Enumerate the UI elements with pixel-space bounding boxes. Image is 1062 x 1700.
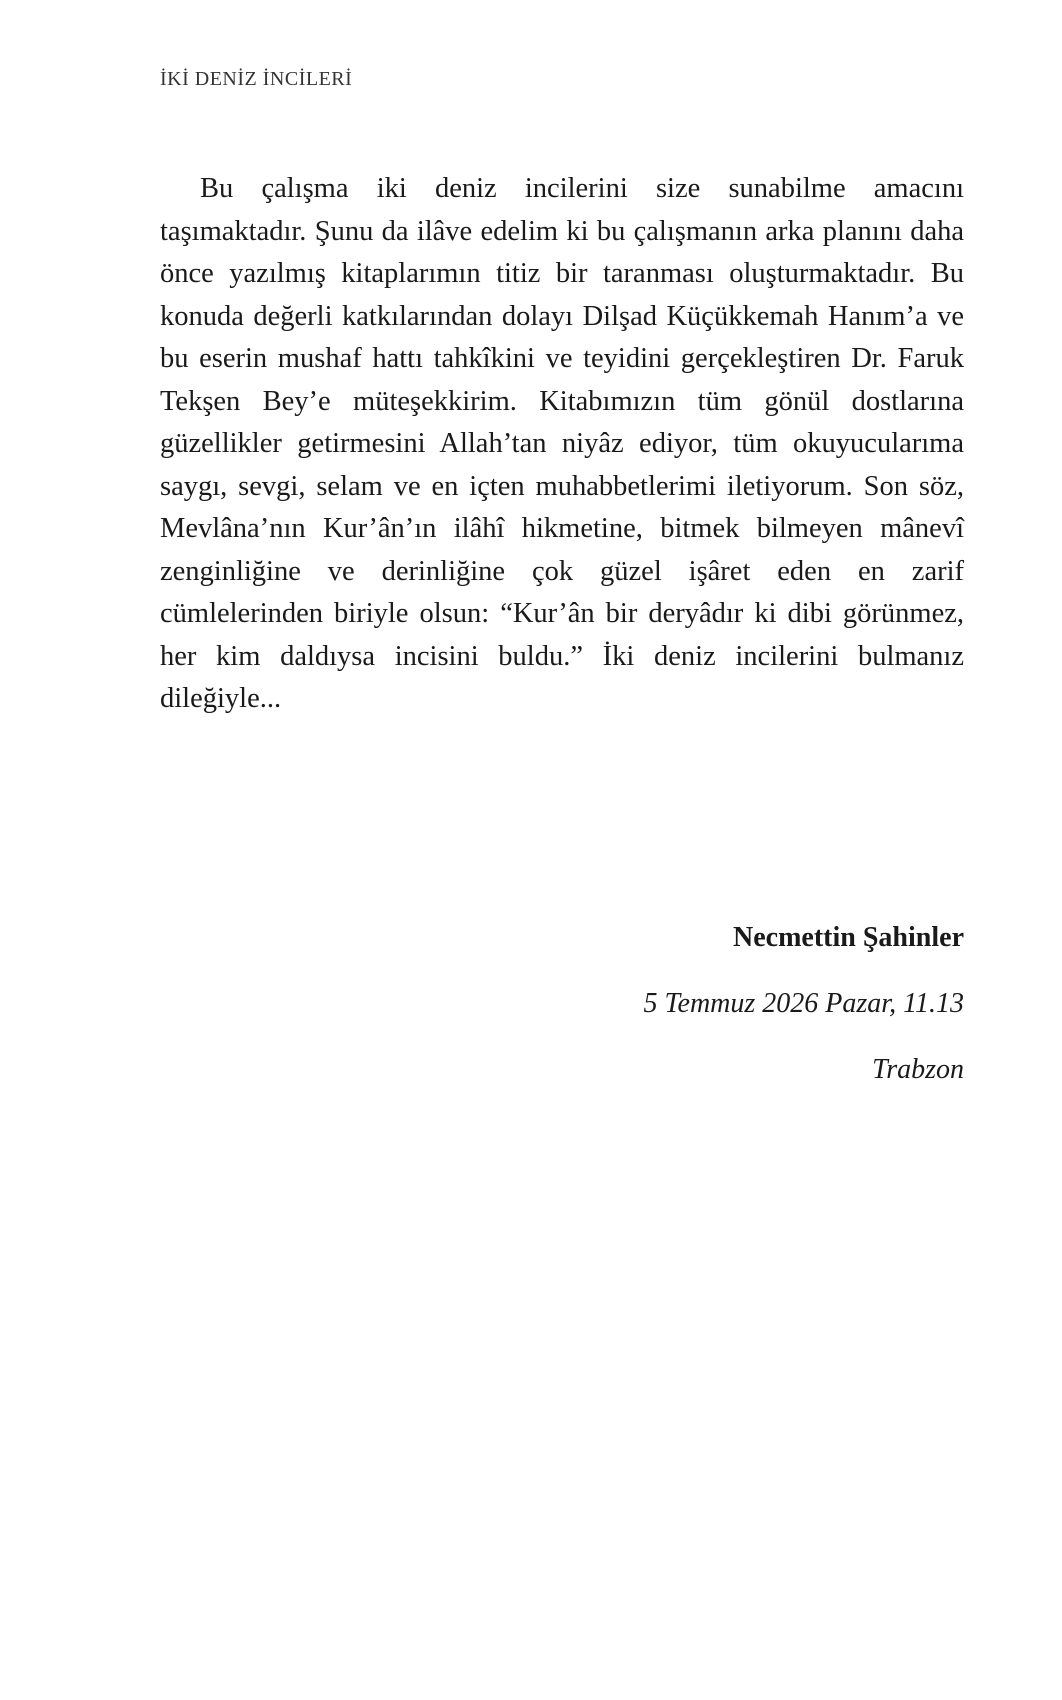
- author-name: Necmettin Şahinler: [733, 922, 964, 953]
- place-line: Trabzon: [872, 1054, 964, 1085]
- body-paragraph: Bu çalışma iki deniz incilerini size sunabilme amacını taşımaktadır. Şunu da ilâve edelim ki bu çalışmanın arka planını daha önce yazılmış kitaplarımın titiz bir taranması oluşturmaktadır. Bu konuda değerli katkılarından dolayı Dilşad Küçükkemah Hanım’a ve bu eserin mushaf hattı tahkîkini ve teyidini gerçekleştiren Dr. Faruk Tekşen Bey’e müteşekkirim. Kitabımızın tüm gönül dostlarına güzellikler getirmesini Allah’tan niyâz ediyor, tüm okuyucularıma saygı, sevgi, selam ve en içten muhabbetlerimi iletiyorum. Son söz, Mevlâna’nın Kur’ân’ın ilâhî hikmetine, bitmek bilmeyen mânevî zenginliğine ve derinliğine çok güzel işâret eden en zarif cümlelerinden biriyle olsun: “Kur’ân bir deryâdır ki dibi görünmez, her kim daldıysa incisini buldu.” İki deniz incilerini bulmanız dileğiyle...: [160, 173, 964, 714]
- running-header: İKİ DENİZ İNCİLERİ: [160, 68, 353, 90]
- date-line: 5 Temmuz 2026 Pazar, 11.13: [643, 988, 964, 1019]
- signature-block: [644, 920, 964, 1088]
